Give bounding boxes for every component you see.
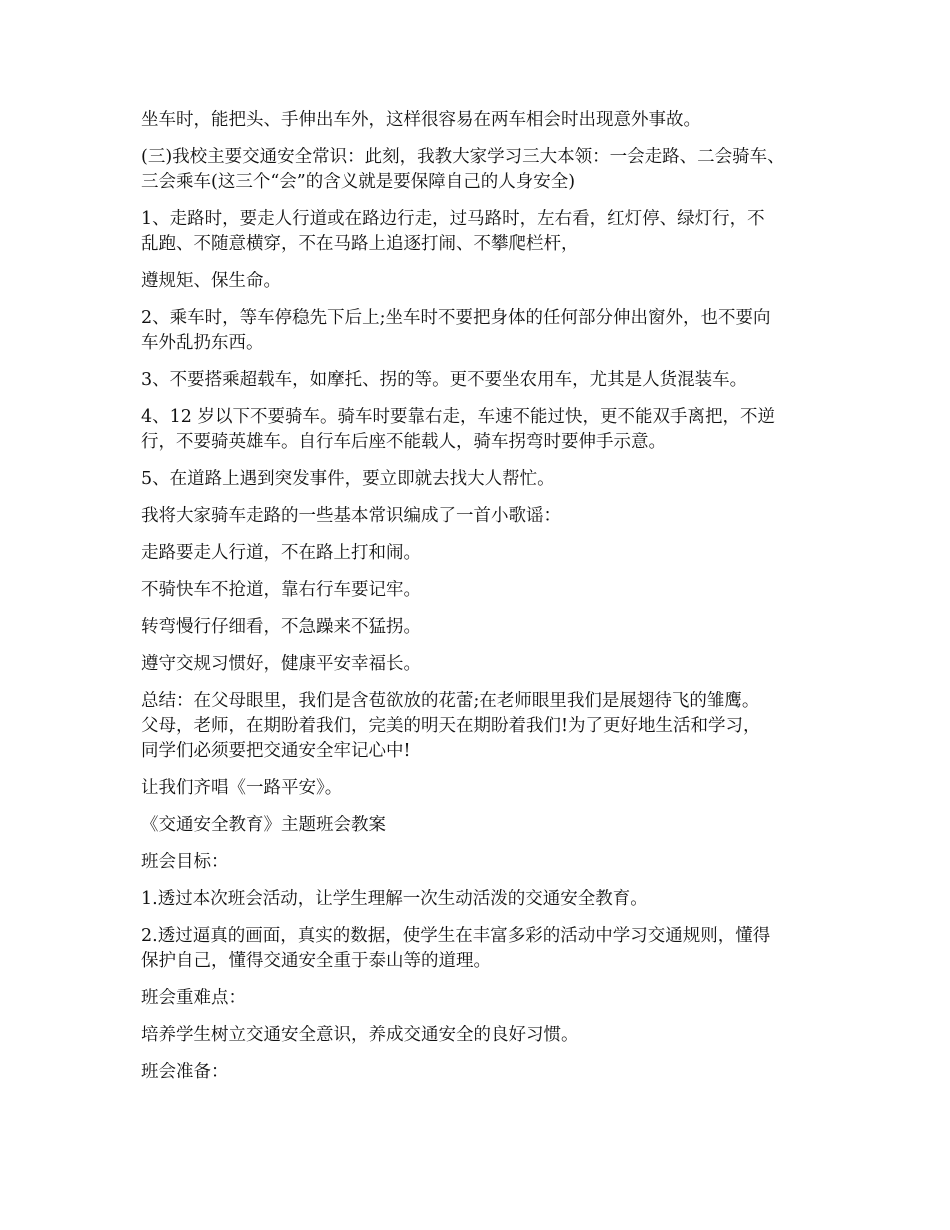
text-line: 班会准备：: [141, 1062, 229, 1082]
paragraph: [141, 405, 821, 455]
paragraph: [141, 467, 821, 492]
text-line: 班会重难点：: [141, 988, 246, 1008]
text-line: 遵守交规习惯好，健康平安幸福长。: [141, 654, 421, 674]
paragraph: [141, 541, 821, 566]
paragraph: [141, 776, 821, 801]
text-line: 1、走路时，要走人行道或在路边行走，过马路时，左右看，红灯停、绿灯行，不: [141, 209, 765, 229]
paragraph: [141, 269, 821, 294]
text-line: 不骑快车不抢道，靠右行车要记牢。: [141, 580, 421, 600]
paragraph: [141, 652, 821, 677]
text-line: 转弯慢行仔细看，不急躁来不猛拐。: [141, 617, 421, 637]
paragraph: [141, 986, 821, 1011]
paragraph: [141, 504, 821, 529]
paragraph: [141, 689, 821, 764]
paragraph: [141, 368, 821, 393]
text-line: 2、乘车时，等车停稳先下后上;坐车时不要把身体的任何部分伸出窗外，也不要向: [141, 308, 771, 328]
text-line: 行，不要骑英雄车。自行车后座不能载人，骑车拐弯时要伸手示意。: [141, 432, 666, 452]
text-line: 3、不要搭乘超载车，如摩托、拐的等。更不要坐农用车，尤其是人货混装车。: [141, 370, 748, 390]
text-line: 培养学生树立交通安全意识，养成交通安全的良好习惯。: [141, 1025, 579, 1045]
text-line: 走路要走人行道，不在路上打和闹。: [141, 543, 421, 563]
text-line: 2.透过逼真的画面，真实的数据，使学生在丰富多彩的活动中学习交通规则，懂得: [141, 926, 771, 946]
text-line: 班会目标：: [141, 852, 229, 872]
text-line: 遵规矩、保生命。: [141, 271, 281, 291]
text-line: 《交通安全教育》主题班会教案: [141, 815, 386, 835]
text-line: 保护自己，懂得交通安全重于泰山等的道理。: [141, 951, 491, 971]
text-line: 乱跑、不随意横穿，不在马路上追逐打闹、不攀爬栏杆，: [141, 234, 579, 254]
text-line: 三会乘车(这三个“会”的含义就是要保障自己的人身安全): [141, 172, 576, 192]
paragraph: [141, 145, 821, 195]
paragraph: [141, 924, 821, 974]
text-line: (三)我校主要交通安全常识：此刻，我教大家学习三大本领：一会走路、二会骑车、: [141, 147, 785, 167]
text-line: 1.透过本次班会活动，让学生理解一次生动活泼的交通安全教育。: [141, 889, 648, 909]
text-line: 4、12 岁以下不要骑车。骑车时要靠右走，车速不能过快，更不能双手离把，不逆: [141, 407, 775, 427]
text-line: 车外乱扔东西。: [141, 333, 264, 353]
text-line: 总结：在父母眼里，我们是含苞欲放的花蕾;在老师眼里我们是展翅待飞的雏鹰。: [141, 691, 760, 711]
text-line: 同学们必须要把交通安全牢记心中!: [141, 741, 411, 761]
paragraph: [141, 1060, 821, 1085]
document-body: [141, 108, 821, 1097]
paragraph: [141, 108, 821, 133]
paragraph: [141, 1023, 821, 1048]
paragraph: [141, 887, 821, 912]
text-line: 5、在道路上遇到突发事件，要立即就去找大人帮忙。: [141, 469, 555, 489]
text-line: 我将大家骑车走路的一些基本常识编成了一首小歌谣：: [141, 506, 561, 526]
text-line: 父母，老师，在期盼着我们，完美的明天在期盼着我们!为了更好地生活和学习，: [141, 716, 761, 736]
text-line: 让我们齐唱《一路平安》。: [141, 778, 343, 798]
text-line: 坐车时，能把头、手伸出车外，这样很容易在两车相会时出现意外事故。: [141, 110, 701, 130]
paragraph: [141, 306, 821, 356]
paragraph: [141, 813, 821, 838]
paragraph: [141, 578, 821, 603]
paragraph: [141, 615, 821, 640]
paragraph: [141, 850, 821, 875]
paragraph: [141, 207, 821, 257]
